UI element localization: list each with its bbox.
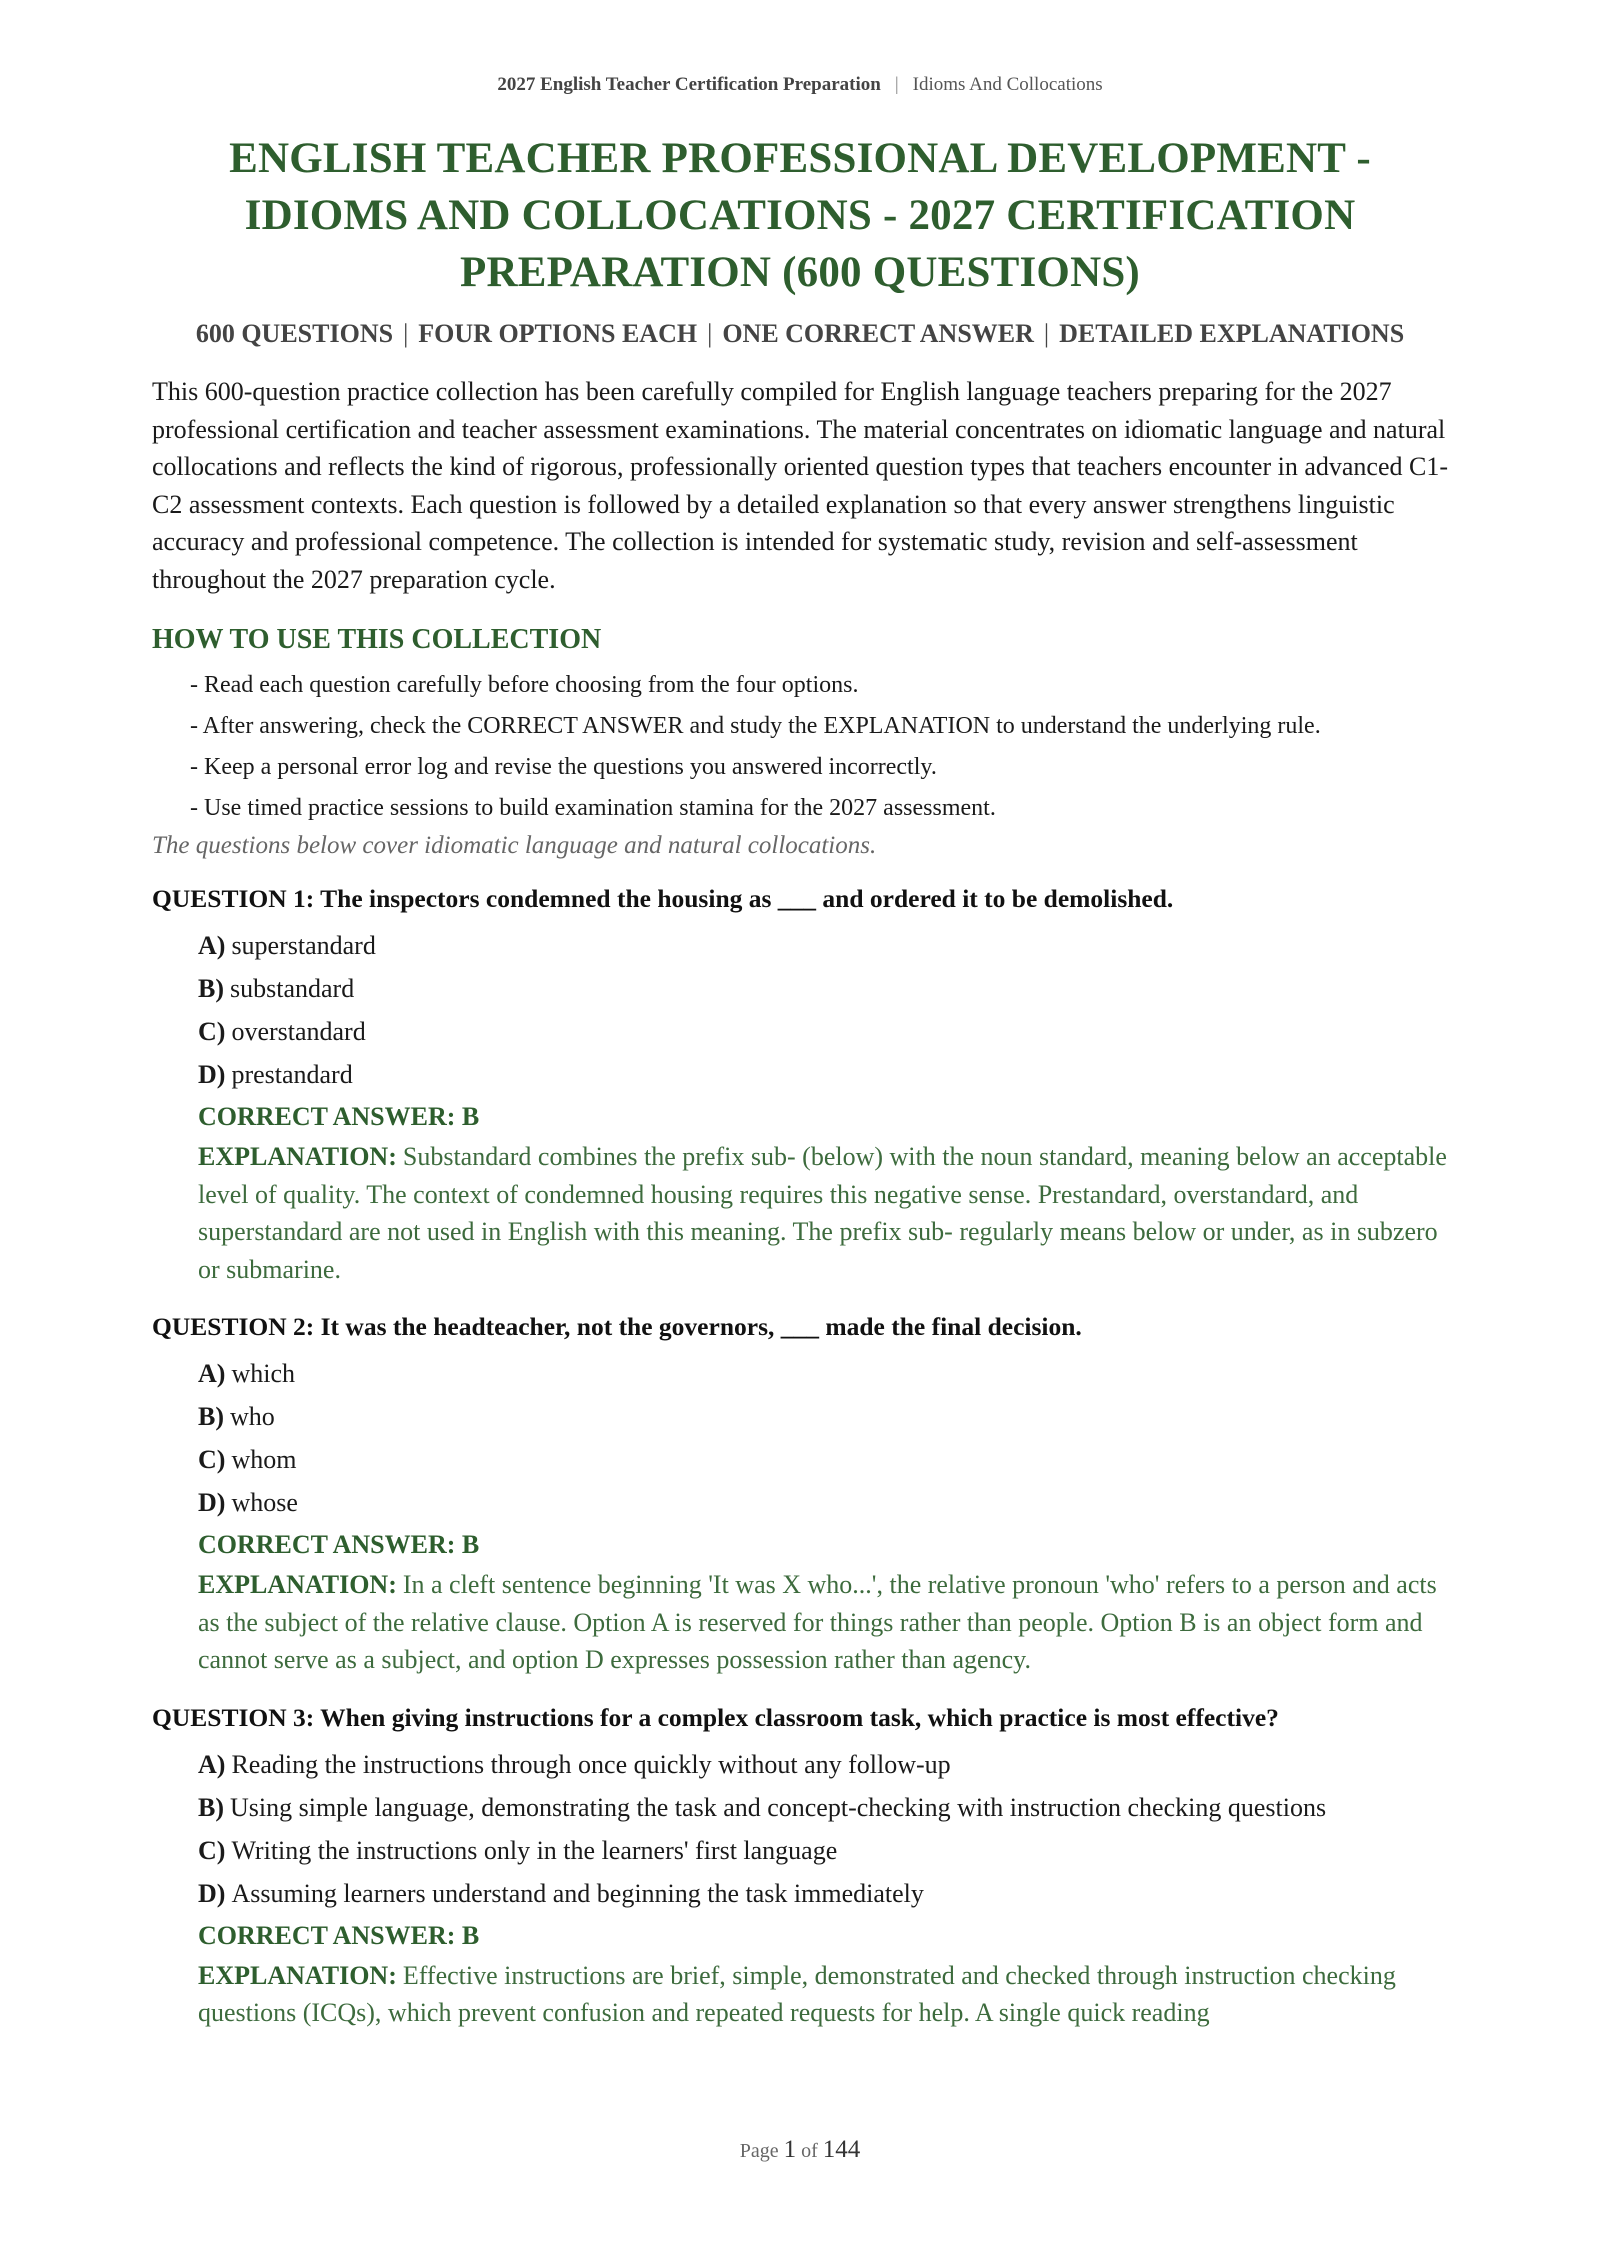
page-title: [152, 130, 1448, 301]
page-footer: [0, 2136, 1600, 2164]
total-page-count: 144: [822, 2136, 861, 2163]
subtitle-item: DETAILED EXPLANATIONS: [1059, 319, 1405, 348]
correct-answer: CORRECT ANSWER: B: [198, 1102, 480, 1131]
subtitle-separator: |: [403, 319, 409, 348]
option-list: [152, 924, 1448, 1096]
option-text: whom: [231, 1445, 297, 1474]
correct-answer: CORRECT ANSWER: B: [198, 1530, 480, 1559]
subtitle-item: ONE CORRECT ANSWER: [722, 319, 1034, 348]
option-text: substandard: [230, 974, 355, 1003]
title-line: IDIOMS AND COLLOCATIONS - 2027 CERTIFICATION: [244, 192, 1356, 239]
explanation: [152, 1566, 1448, 1679]
question-block: [152, 882, 1448, 1288]
option-item: [198, 967, 1448, 1010]
current-page-number: 1: [783, 2136, 797, 2163]
explanation-label: EXPLANATION:: [198, 1960, 397, 1990]
option-letter: A): [198, 1359, 226, 1388]
option-letter: C): [198, 1445, 226, 1474]
header-document-name: 2027 English Teacher Certification Preparation: [497, 74, 881, 95]
of-word: of: [801, 2140, 818, 2162]
option-list: [152, 1352, 1448, 1524]
option-text: overstandard: [231, 1017, 366, 1046]
option-letter: C): [198, 1017, 226, 1046]
subtitle-item: 600 QUESTIONS: [195, 319, 394, 348]
subtitle-bar: [152, 319, 1448, 349]
option-text: whose: [231, 1488, 298, 1517]
option-text: prestandard: [231, 1060, 353, 1089]
option-item: [198, 1872, 1448, 1915]
how-to-item: - Use timed practice sessions to build examination stamina for the 2027 assessment.: [190, 795, 996, 821]
option-letter: D): [198, 1488, 226, 1517]
option-letter: B): [198, 974, 224, 1003]
subtitle-item: FOUR OPTIONS EACH: [418, 319, 698, 348]
running-header: [0, 74, 1600, 96]
question-stem: QUESTION 3: When giving instructions for a complex classroom task, which practice is most effective?: [152, 1702, 1279, 1732]
explanation: [152, 1138, 1448, 1288]
header-topic: Idioms And Collocations: [912, 74, 1103, 95]
option-item: [198, 1053, 1448, 1096]
option-item: [198, 1743, 1448, 1786]
explanation-label: EXPLANATION:: [198, 1142, 397, 1171]
option-item: [198, 1829, 1448, 1872]
option-text: Using simple language, demonstrating the task and concept-checking with instruction checking questions: [230, 1792, 1327, 1822]
option-letter: D): [198, 1878, 226, 1908]
option-item: [198, 1352, 1448, 1395]
explanation-text: In a cleft sentence beginning 'It was X who...', the relative pronoun 'who' refers to a person and acts as the subject of the relative clause. Option A is reserved for things rather than people. Option B is an object form and cannot serve as a subject, and option D expresses possession rather than agency.: [198, 1570, 1437, 1674]
option-text: Assuming learners understand and beginning the task immediately: [231, 1878, 924, 1908]
explanation-label: EXPLANATION:: [198, 1570, 397, 1599]
option-letter: B): [198, 1402, 224, 1431]
option-text: Reading the instructions through once quickly without any follow-up: [231, 1749, 951, 1779]
option-text: which: [231, 1359, 295, 1388]
explanation-text: Substandard combines the prefix sub- (below) with the noun standard, meaning below an acceptable level of quality. The context of condemned housing requires this negative sense. Prestandard, overstandard, and superstandard are not used in English with this meaning. The prefix sub- regularly means below or under, as in subzero or submarine.: [198, 1142, 1447, 1284]
option-letter: B): [198, 1792, 224, 1822]
how-to-list: [152, 668, 1448, 826]
header-separator: |: [894, 74, 899, 95]
option-text: who: [230, 1402, 275, 1431]
option-letter: A): [198, 931, 226, 960]
intro-paragraph: This 600-question practice collection has been carefully compiled for English language teachers preparing for the 2027 professional certification and teacher assessment examinations. The material concentrates on idiomatic language and natural collocations and reflects the kind of rigorous, professionally oriented question types that teachers encounter in advanced C1-C2 assessment contexts. Each question is followed by a detailed explanation so that every answer strengthens linguistic accuracy and professional competence. The collection is intended for systematic study, revision and self-assessment throughout the 2027 preparation cycle.: [152, 377, 1448, 594]
question-stem: QUESTION 1: The inspectors condemned the housing as ___ and ordered it to be demolished.: [152, 884, 1174, 913]
correct-answer: CORRECT ANSWER: B: [198, 1920, 480, 1950]
title-line: ENGLISH TEACHER PROFESSIONAL DEVELOPMENT -: [229, 135, 1371, 182]
question-block: [152, 1701, 1448, 2032]
question-block: [152, 1310, 1448, 1679]
page-content: [152, 130, 1448, 2032]
option-item: [198, 924, 1448, 967]
title-line: PREPARATION (600 QUESTIONS): [460, 249, 1140, 296]
option-list: [152, 1743, 1448, 1915]
how-to-item: - After answering, check the CORRECT ANSWER and study the EXPLANATION to understand the underlying rule.: [190, 713, 1321, 739]
option-text: superstandard: [231, 931, 376, 960]
how-to-item: - Keep a personal error log and revise the questions you answered incorrectly.: [190, 754, 937, 780]
option-text: Writing the instructions only in the learners' first language: [231, 1835, 838, 1865]
option-item: [198, 1395, 1448, 1438]
option-item: [198, 1481, 1448, 1524]
explanation: [152, 1957, 1448, 2032]
option-item: [198, 1010, 1448, 1053]
scope-note: The questions below cover idiomatic language and natural collocations.: [152, 832, 877, 859]
option-letter: C): [198, 1835, 226, 1865]
option-item: [198, 1438, 1448, 1481]
how-to-item: - Read each question carefully before choosing from the four options.: [190, 672, 859, 698]
question-stem: QUESTION 2: It was the headteacher, not the governors, ___ made the final decision.: [152, 1312, 1082, 1341]
option-item: [198, 1786, 1448, 1829]
subtitle-separator: |: [1043, 319, 1050, 348]
how-to-heading: HOW TO USE THIS COLLECTION: [152, 624, 602, 655]
page-word: Page: [739, 2140, 779, 2162]
explanation-text: Effective instructions are brief, simple, demonstrated and checked through instruction checking questions (ICQs), which prevent confusion and repeated requests for help. A single quick reading: [198, 1960, 1396, 2027]
option-letter: D): [198, 1060, 226, 1089]
subtitle-separator: |: [707, 319, 713, 348]
option-letter: A): [198, 1749, 226, 1779]
